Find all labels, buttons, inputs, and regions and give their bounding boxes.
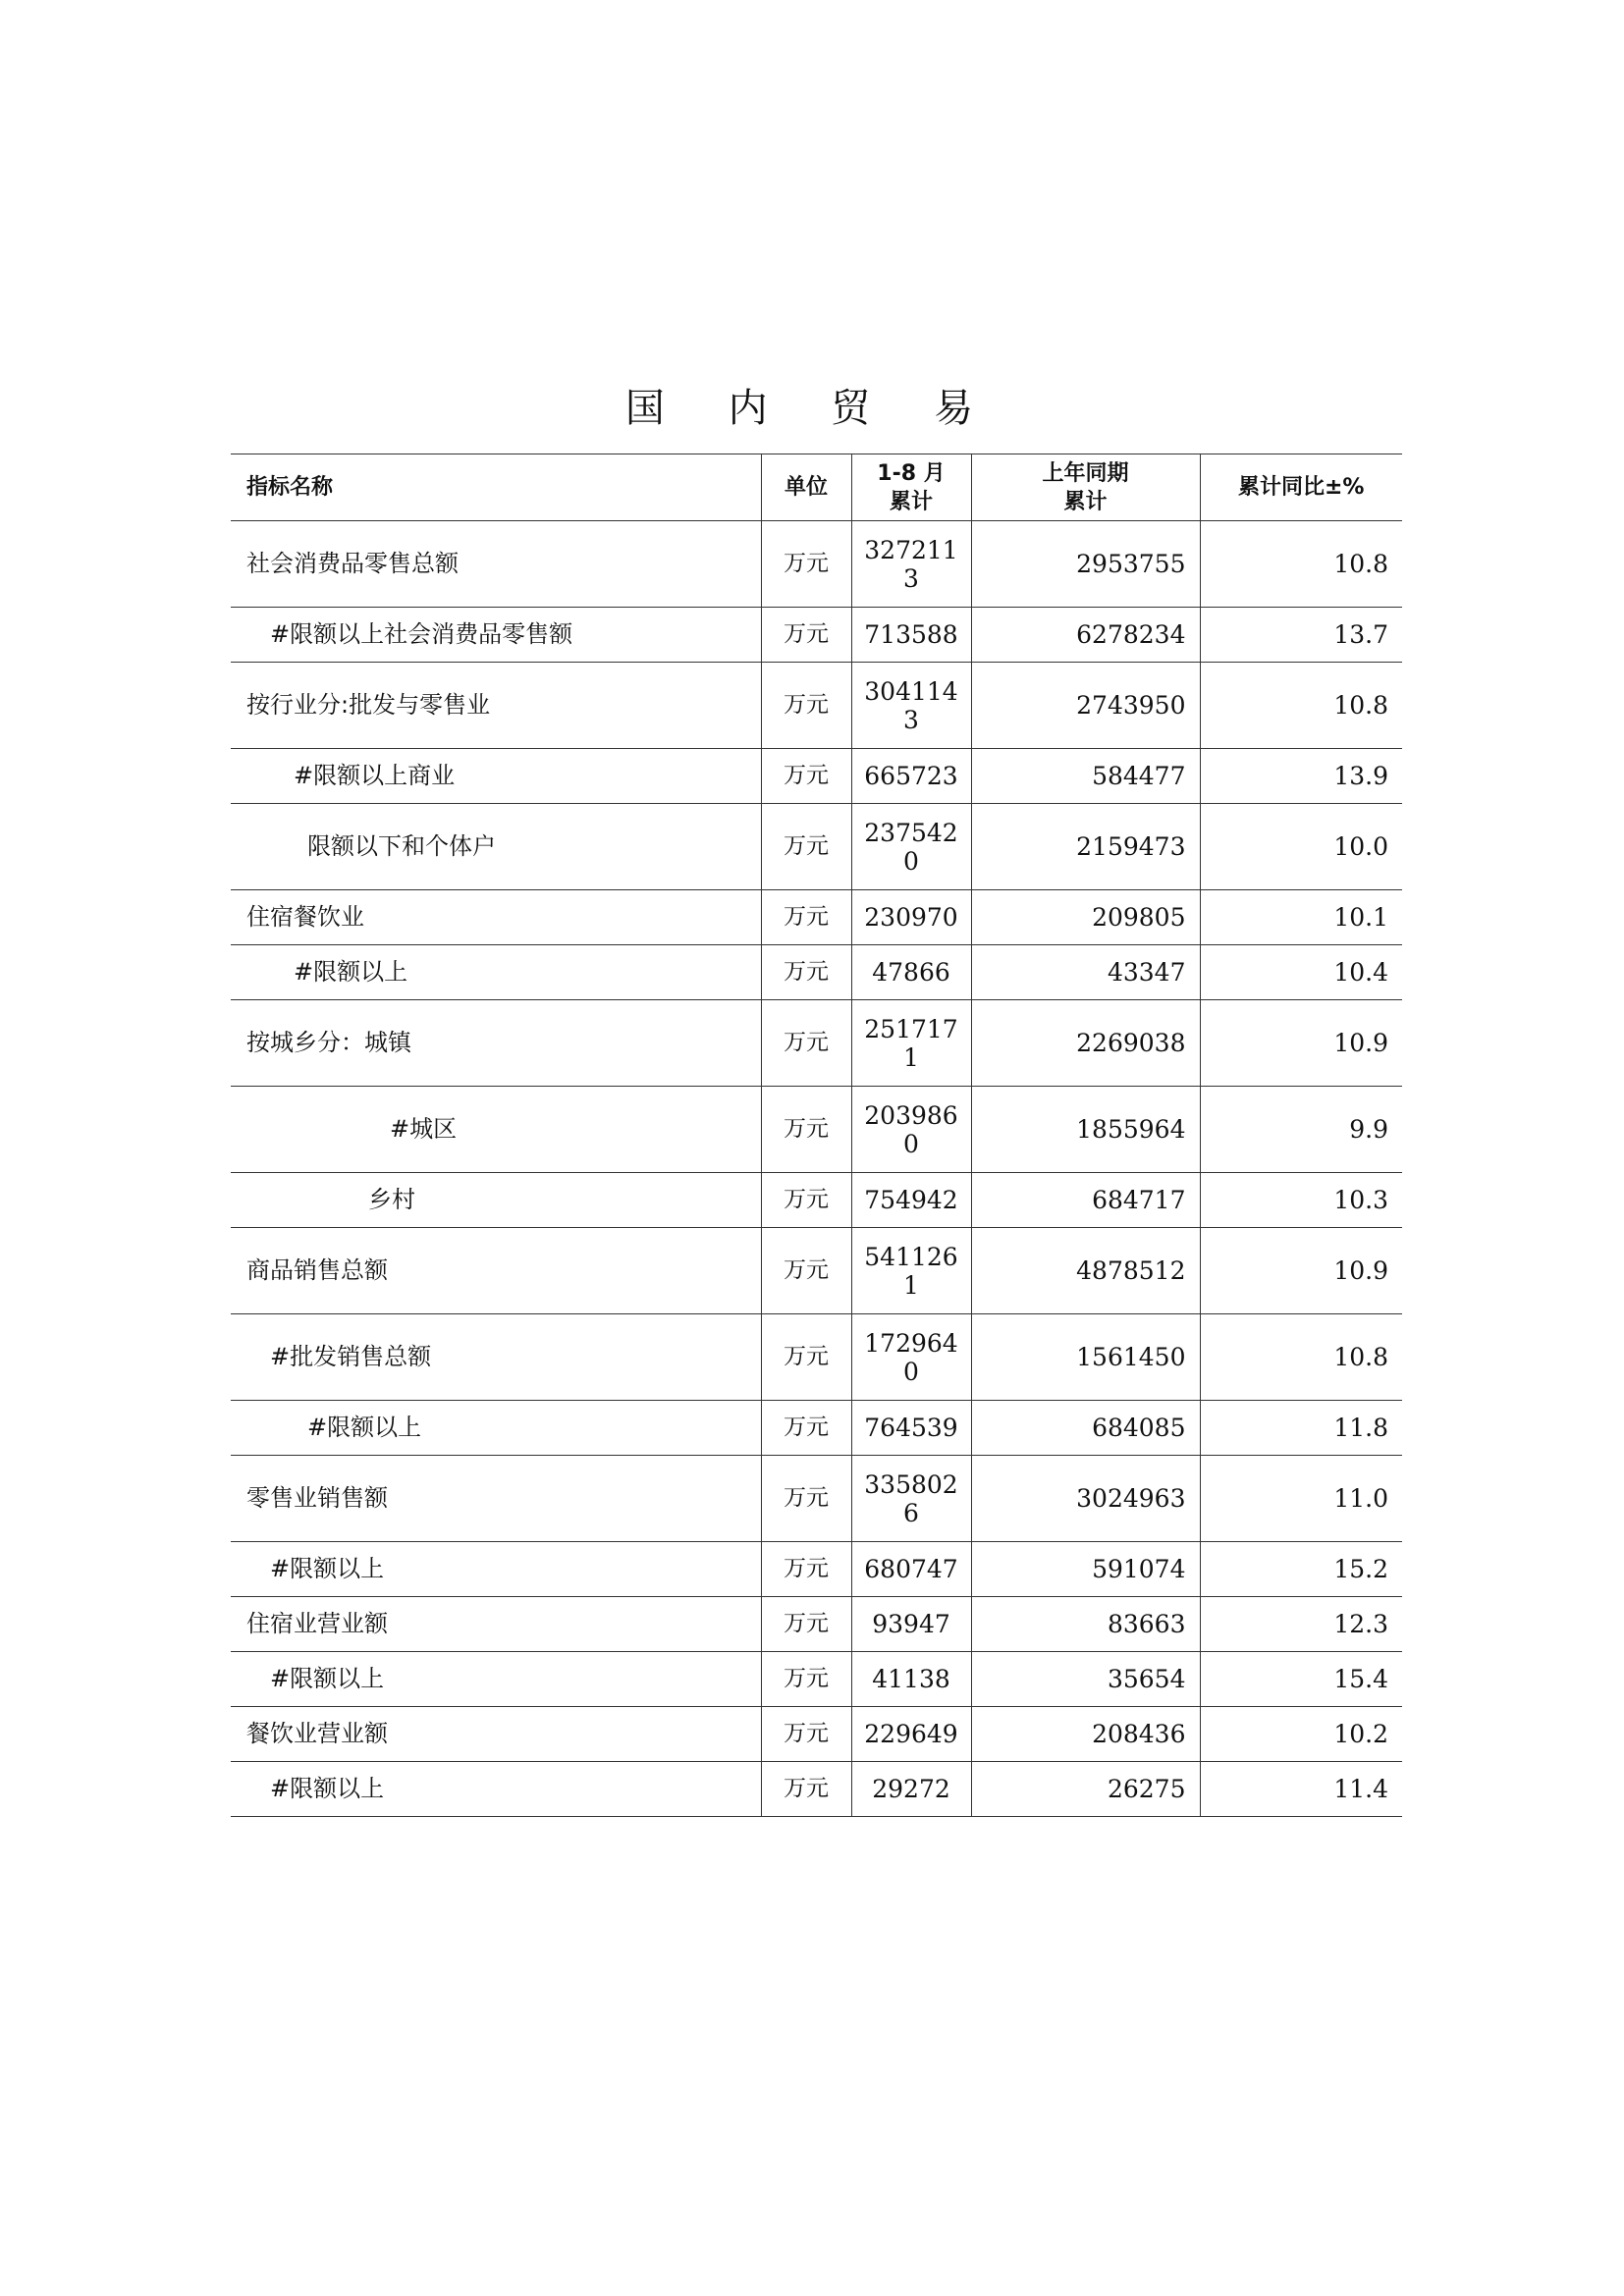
unit-cell: 万元 [761,945,851,1000]
indicator-name-cell: #限额以上商业 [231,749,761,804]
table-row [231,804,1402,890]
table-row [231,1314,1402,1401]
indicator-name-cell: 住宿餐饮业 [231,890,761,945]
yoy-change-cell: 11.4 [1200,1762,1402,1817]
yoy-change-cell: 12.3 [1200,1597,1402,1652]
table-row [231,521,1402,608]
indicator-name-cell: #限额以上 [231,1652,761,1707]
prior-value-cell: 3024963 [971,1456,1200,1542]
table-row [231,1173,1402,1228]
table-row [231,608,1402,663]
header-current-cumulative [851,454,971,521]
indicator-name-cell: 限额以下和个体户 [231,804,761,890]
indicator-name-cell: 住宿业营业额 [231,1597,761,1652]
table-row [231,1707,1402,1762]
indicator-name-cell: #限额以上 [231,1401,761,1456]
prior-value-cell: 6278234 [971,608,1200,663]
current-value-cell: 764539 [851,1401,971,1456]
table-row [231,1228,1402,1314]
current-value-cell: 3358026 [851,1456,971,1542]
header-prior-line1: 上年同期 [1042,460,1129,486]
unit-cell: 万元 [761,1456,851,1542]
current-value-cell: 47866 [851,945,971,1000]
prior-value-cell: 208436 [971,1707,1200,1762]
indicator-name-cell: 餐饮业营业额 [231,1707,761,1762]
indicator-name-cell: 零售业销售额 [231,1456,761,1542]
current-value-cell: 2039860 [851,1087,971,1173]
table-body [231,521,1402,1817]
table-row [231,1401,1402,1456]
current-value-cell: 680747 [851,1542,971,1597]
table-row [231,945,1402,1000]
table-row [231,749,1402,804]
current-value-cell: 5411261 [851,1228,971,1314]
prior-value-cell: 2159473 [971,804,1200,890]
unit-cell: 万元 [761,1173,851,1228]
indicator-name-cell: 社会消费品零售总额 [231,521,761,608]
current-value-cell: 93947 [851,1597,971,1652]
header-yoy-change: 累计同比±% [1200,454,1402,521]
unit-cell: 万元 [761,1597,851,1652]
yoy-change-cell: 10.3 [1200,1173,1402,1228]
table-row [231,1762,1402,1817]
prior-value-cell: 43347 [971,945,1200,1000]
unit-cell: 万元 [761,1401,851,1456]
indicator-name-cell: 按行业分:批发与零售业 [231,663,761,749]
yoy-change-cell: 10.1 [1200,890,1402,945]
current-value-cell: 665723 [851,749,971,804]
header-prior-cumulative [971,454,1200,521]
current-value-cell: 754942 [851,1173,971,1228]
header-prior-line2: 累计 [1063,489,1108,514]
prior-value-cell: 684085 [971,1401,1200,1456]
table-header-row [231,454,1402,521]
current-value-cell: 41138 [851,1652,971,1707]
prior-value-cell: 26275 [971,1762,1200,1817]
yoy-change-cell: 11.0 [1200,1456,1402,1542]
indicator-name-cell: #限额以上 [231,1542,761,1597]
domestic-trade-table [231,454,1402,1817]
unit-cell: 万元 [761,1000,851,1087]
yoy-change-cell: 10.8 [1200,1314,1402,1401]
current-value-cell: 1729640 [851,1314,971,1401]
prior-value-cell: 35654 [971,1652,1200,1707]
indicator-name-cell: 商品销售总额 [231,1228,761,1314]
yoy-change-cell: 10.8 [1200,521,1402,608]
yoy-change-cell: 15.4 [1200,1652,1402,1707]
prior-value-cell: 591074 [971,1542,1200,1597]
indicator-name-cell: 按城乡分：城镇 [231,1000,761,1087]
unit-cell: 万元 [761,1762,851,1817]
unit-cell: 万元 [761,1228,851,1314]
unit-cell: 万元 [761,663,851,749]
prior-value-cell: 83663 [971,1597,1200,1652]
current-value-cell: 2517171 [851,1000,971,1087]
yoy-change-cell: 13.9 [1200,749,1402,804]
prior-value-cell: 2743950 [971,663,1200,749]
table-row [231,1597,1402,1652]
unit-cell: 万元 [761,1314,851,1401]
prior-value-cell: 584477 [971,749,1200,804]
indicator-name-cell: #限额以上社会消费品零售额 [231,608,761,663]
prior-value-cell: 4878512 [971,1228,1200,1314]
unit-cell: 万元 [761,749,851,804]
current-value-cell: 229649 [851,1707,971,1762]
yoy-change-cell: 9.9 [1200,1087,1402,1173]
unit-cell: 万元 [761,804,851,890]
table-row [231,1000,1402,1087]
unit-cell: 万元 [761,521,851,608]
current-value-cell: 29272 [851,1762,971,1817]
unit-cell: 万元 [761,1542,851,1597]
header-current-line2: 累计 [889,489,933,514]
indicator-name-cell: #批发销售总额 [231,1314,761,1401]
prior-value-cell: 1855964 [971,1087,1200,1173]
header-current-line1: 1-8 月 [877,460,946,486]
table-row [231,1087,1402,1173]
table-row [231,663,1402,749]
current-value-cell: 3041143 [851,663,971,749]
prior-value-cell: 684717 [971,1173,1200,1228]
unit-cell: 万元 [761,1707,851,1762]
yoy-change-cell: 10.2 [1200,1707,1402,1762]
prior-value-cell: 2953755 [971,521,1200,608]
page-title: 国 内 贸 易 [624,386,1000,431]
prior-value-cell: 209805 [971,890,1200,945]
yoy-change-cell: 10.0 [1200,804,1402,890]
table-row [231,1652,1402,1707]
table-row [231,1456,1402,1542]
header-unit: 单位 [761,454,851,521]
current-value-cell: 3272113 [851,521,971,608]
unit-cell: 万元 [761,1087,851,1173]
yoy-change-cell: 10.9 [1200,1000,1402,1087]
unit-cell: 万元 [761,1652,851,1707]
header-indicator-name: 指标名称 [231,454,761,521]
prior-value-cell: 2269038 [971,1000,1200,1087]
indicator-name-cell: 乡村 [231,1173,761,1228]
unit-cell: 万元 [761,890,851,945]
yoy-change-cell: 10.4 [1200,945,1402,1000]
indicator-name-cell: #城区 [231,1087,761,1173]
indicator-name-cell: #限额以上 [231,1762,761,1817]
prior-value-cell: 1561450 [971,1314,1200,1401]
table-row [231,1542,1402,1597]
yoy-change-cell: 11.8 [1200,1401,1402,1456]
unit-cell: 万元 [761,608,851,663]
yoy-change-cell: 10.9 [1200,1228,1402,1314]
yoy-change-cell: 13.7 [1200,608,1402,663]
current-value-cell: 713588 [851,608,971,663]
yoy-change-cell: 10.8 [1200,663,1402,749]
indicator-name-cell: #限额以上 [231,945,761,1000]
yoy-change-cell: 15.2 [1200,1542,1402,1597]
current-value-cell: 2375420 [851,804,971,890]
table-row [231,890,1402,945]
current-value-cell: 230970 [851,890,971,945]
